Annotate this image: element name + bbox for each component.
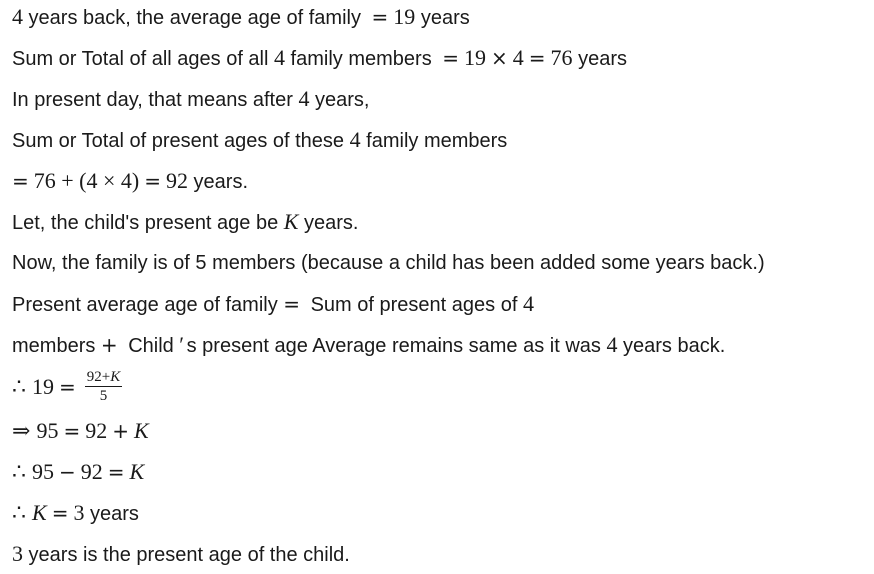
line-1 [12,2,470,32]
equals-sign: = [63,419,81,443]
text: years, [309,89,370,111]
therefore-symbol: ∴ [12,373,26,399]
text: years [572,48,628,70]
math-number: 4 [298,86,310,111]
line-3 [12,84,370,114]
math-number: 76 [550,45,573,70]
text: Sum or Total of all ages of all [12,48,274,70]
text: years back. [617,335,726,357]
math-number: 3 [12,541,23,566]
plus-sign: + [100,333,118,357]
equals-sign: = [12,169,29,193]
math-number: 95 [32,459,54,484]
line-7 [12,248,765,278]
equals-sign: = [107,460,125,484]
numerator-number: 92+ [86,369,111,385]
line-14 [12,539,350,569]
math-number: 3 [73,500,85,525]
numerator-variable: K [110,369,121,385]
math-number: 4 [522,291,534,316]
equals-sign: = [528,46,546,70]
math-number: 4 [512,45,524,70]
therefore-symbol: ∴ [12,500,26,525]
math-variable: K [283,209,299,234]
plus-sign: + [112,419,129,443]
math-variable: K [32,500,47,525]
equals-sign: = [144,169,161,193]
text: Sum or Total of present ages of these [12,130,350,152]
line-6 [12,207,359,237]
equals-sign: = [51,501,69,525]
math-variable: K [129,459,145,484]
minus-sign: − [59,460,76,484]
equals-sign: = [371,5,389,29]
therefore-symbol: ∴ [12,459,26,484]
line-8 [12,289,534,319]
text: Present average age of family [12,294,284,316]
line-13 [12,498,139,528]
prime-mark: ′ [177,332,183,357]
text: members [12,335,101,357]
implies-symbol: ⇒ [12,418,31,443]
math-number: 4 [274,45,285,70]
math-number: 19 [464,45,487,70]
text: In present day, that means after [12,89,299,111]
text: Let, the child's present age be [12,212,284,234]
line-4 [12,125,507,155]
math-number: 92 [80,459,103,484]
equals-sign: = [59,374,76,399]
math-number: 4 [349,127,361,152]
text: family members [285,48,438,70]
text: s present age Average remains same as it was [186,335,607,357]
math-number: 4 [12,4,23,29]
text: Now, the family is of 5 members (because a child has been added some years back.) [12,252,765,274]
math-number: 92 [85,418,108,443]
text: years. [298,212,359,234]
line-2 [12,43,627,73]
line-12 [12,457,144,487]
fraction-numerator [85,369,122,387]
math-number: 19 [393,4,416,29]
equals-sign: = [283,292,301,316]
equals-sign: = [442,46,460,70]
math-variable: K [133,418,149,443]
text: years back, the average age of family [23,7,367,29]
text: years. [188,171,249,193]
times-sign: × [491,46,508,70]
math-expression: 76 + (4 × 4) [33,168,140,193]
math-number: 19 [32,373,54,399]
text: Child [122,335,174,357]
fraction [85,369,122,404]
text: Sum of present ages of [305,294,523,316]
math-number: 95 [36,418,59,443]
text: years is the present age of the child. [23,544,350,566]
text: years [415,7,470,29]
text: years [84,503,139,525]
fraction-denominator: 5 [99,388,108,404]
line-9 [12,330,725,360]
line-5 [12,166,248,196]
text: family members [360,130,508,152]
math-number: 4 [606,332,618,357]
math-number: 92 [166,168,188,193]
line-11 [12,416,149,446]
line-10 [12,371,122,411]
